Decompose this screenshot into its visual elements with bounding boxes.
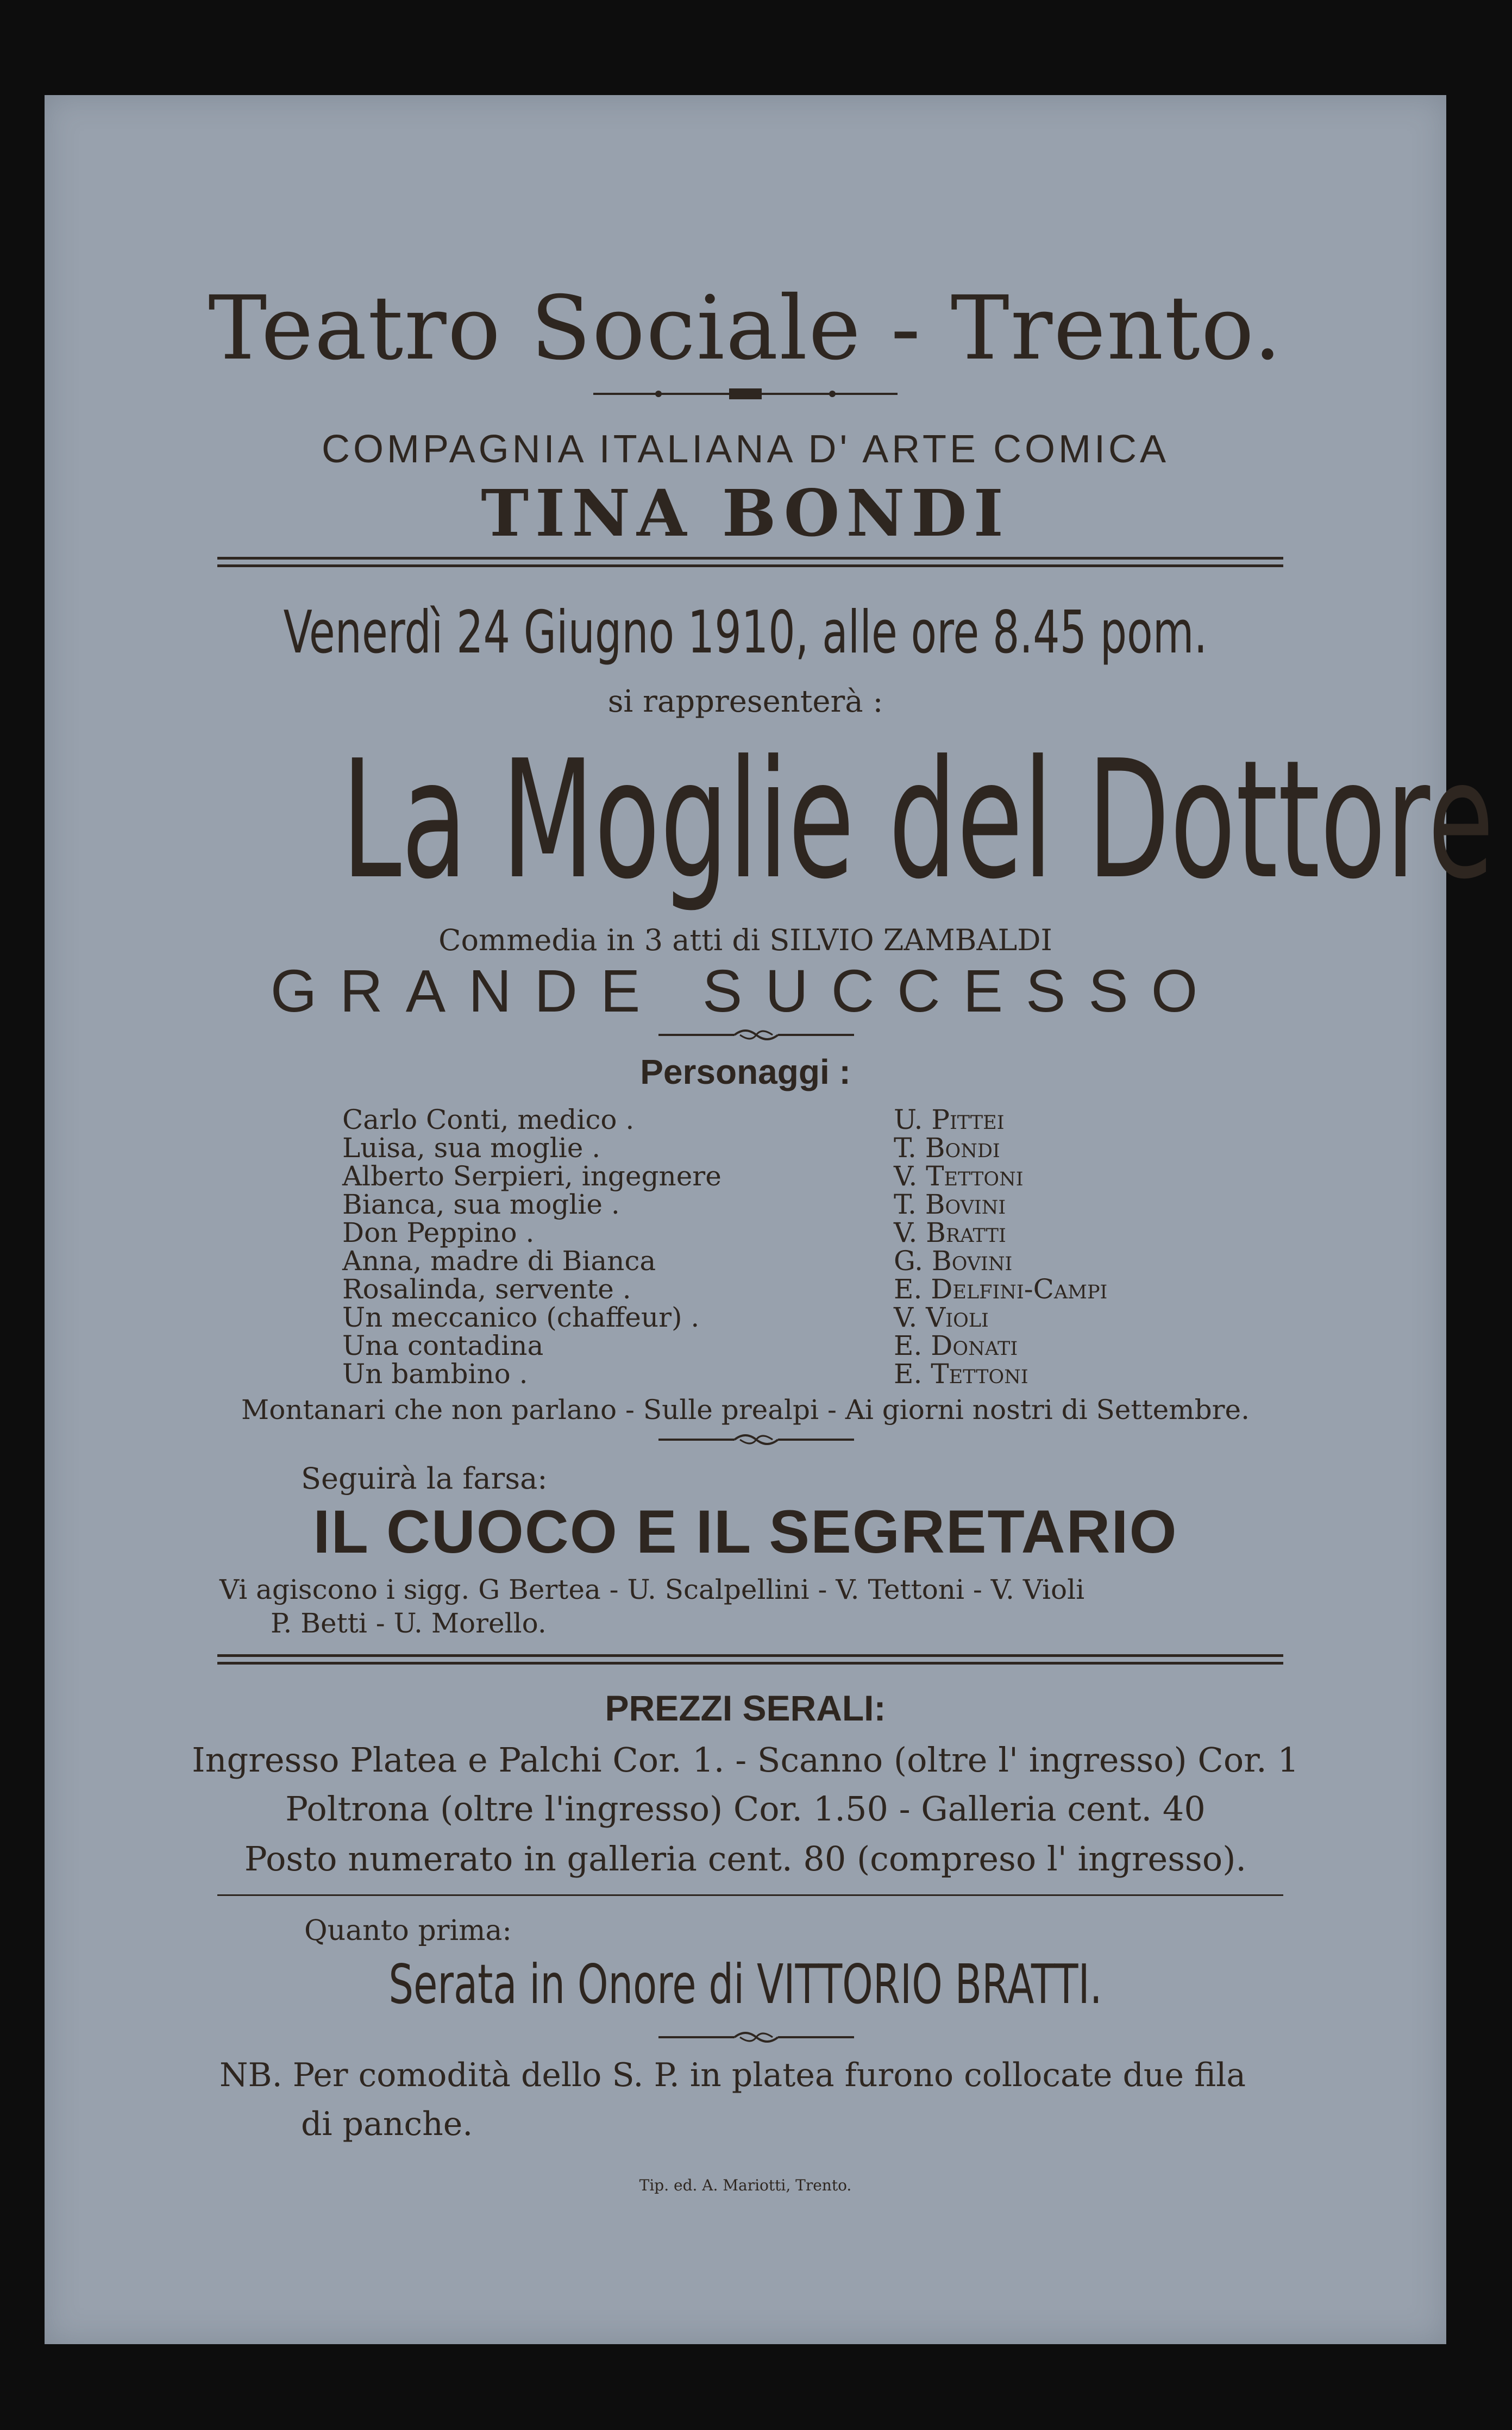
double-rule-top: [217, 1654, 1283, 1657]
date-line: Venerdì 24 Giugno 1910, alle ore 8.45 pom.: [283, 599, 1208, 667]
poster-sheet: [45, 95, 1494, 2344]
ornament-divider: [593, 383, 898, 405]
setting-line: Montanari che non parlano - Sulle prealpi - Ai giorni nostri di Settembre.: [241, 1394, 1250, 1426]
cast-actor: V. Bratti: [894, 1217, 1006, 1248]
theatre-name: Teatro Sociale - Trento.: [208, 278, 1283, 380]
farce-intro: Seguirà la farsa:: [301, 1461, 548, 1496]
prices-heading: PREZZI SERALI:: [605, 1688, 886, 1728]
company-name: COMPAGNIA ITALIANA D' ARTE COMICA: [321, 428, 1170, 471]
cast-row: [342, 1247, 1107, 1275]
cast-role: Don Peppino .: [342, 1217, 535, 1248]
cast-row: [342, 1332, 1107, 1360]
single-rule: [217, 1894, 1283, 1896]
price-line-1: Ingresso Platea e Palchi Cor. 1. - Scanno (oltre l' ingresso) Cor. 1: [192, 1740, 1299, 1780]
farce-actors-line1: Vi agiscono i sigg. G Bertea - U. Scalpellini - V. Tettoni - V. Violi: [219, 1574, 1085, 1605]
cast-role: Rosalinda, servente .: [342, 1273, 631, 1305]
double-rule-top: [217, 557, 1283, 560]
farce-actors-line2: P. Betti - U. Morello.: [271, 1608, 547, 1639]
ornament-divider: [658, 2026, 854, 2048]
intro-text: si rappresenterà :: [607, 684, 883, 719]
cast-actor: E. Donati: [894, 1330, 1018, 1361]
cast-role: Carlo Conti, medico .: [342, 1104, 635, 1135]
cast-list: [342, 1106, 1107, 1388]
price-line-2: Poltrona (oltre l'ingresso) Cor. 1.50 - Galleria cent. 40: [285, 1789, 1206, 1829]
cast-actor: V. Violi: [894, 1302, 989, 1333]
cast-role: Un bambino .: [342, 1358, 528, 1390]
cast-row: [342, 1162, 1107, 1190]
cast-actor: E. Tettoni: [894, 1358, 1028, 1390]
cast-row: [342, 1303, 1107, 1332]
cast-row: [342, 1360, 1107, 1388]
troupe-name: TINA BONDI: [481, 475, 1010, 551]
cast-actor: U. Pittei: [894, 1104, 1005, 1135]
cast-actor: E. Delfini-Campi: [894, 1273, 1108, 1305]
upcoming-title: Serata in Onore di VITTORIO BRATTI.: [388, 1952, 1102, 2016]
cast-role: Alberto Serpieri, ingegnere: [342, 1160, 722, 1192]
success-banner: GRANDE SUCCESSO: [270, 958, 1221, 1025]
ornament-divider: [658, 1429, 854, 1451]
printer-imprint: Tip. ed. A. Mariotti, Trento.: [639, 2176, 852, 2194]
cast-row: [342, 1275, 1107, 1303]
note-line-1: NB. Per comodità dello S. P. in platea furono collocate due fila: [219, 2056, 1246, 2094]
ornament-divider: [658, 1024, 854, 1046]
farce-title: IL CUOCO E IL SEGRETARIO: [313, 1498, 1178, 1566]
play-subtitle: Commedia in 3 atti di SILVIO ZAMBALDI: [438, 923, 1052, 957]
cast-row: [342, 1190, 1107, 1219]
cast-role: Anna, madre di Bianca: [342, 1245, 656, 1277]
cast-role: Un meccanico (chaffeur) .: [342, 1302, 700, 1333]
cast-actor: G. Bovini: [894, 1245, 1013, 1277]
cast-actor: T. Bondi: [894, 1132, 1000, 1164]
note-line-2: di panche.: [301, 2105, 473, 2143]
price-line-3: Posto numerato in galleria cent. 80 (compreso l' ingresso).: [244, 1839, 1247, 1879]
cast-actor: V. Tettoni: [894, 1160, 1024, 1192]
cast-actor: T. Bovini: [894, 1189, 1006, 1220]
cast-row: [342, 1106, 1107, 1134]
cast-row: [342, 1219, 1107, 1247]
cast-role: Bianca, sua moglie .: [342, 1189, 620, 1220]
upcoming-intro: Quanto prima:: [304, 1914, 512, 1947]
play-title: La Moglie del Dottore: [341, 725, 1494, 915]
double-rule-bottom: [217, 564, 1283, 567]
cast-row: [342, 1134, 1107, 1162]
cast-role: Una contadina: [342, 1330, 544, 1361]
cast-role: Luisa, sua moglie .: [342, 1132, 601, 1164]
cast-heading: Personaggi :: [640, 1052, 851, 1091]
double-rule-bottom: [217, 1662, 1283, 1665]
